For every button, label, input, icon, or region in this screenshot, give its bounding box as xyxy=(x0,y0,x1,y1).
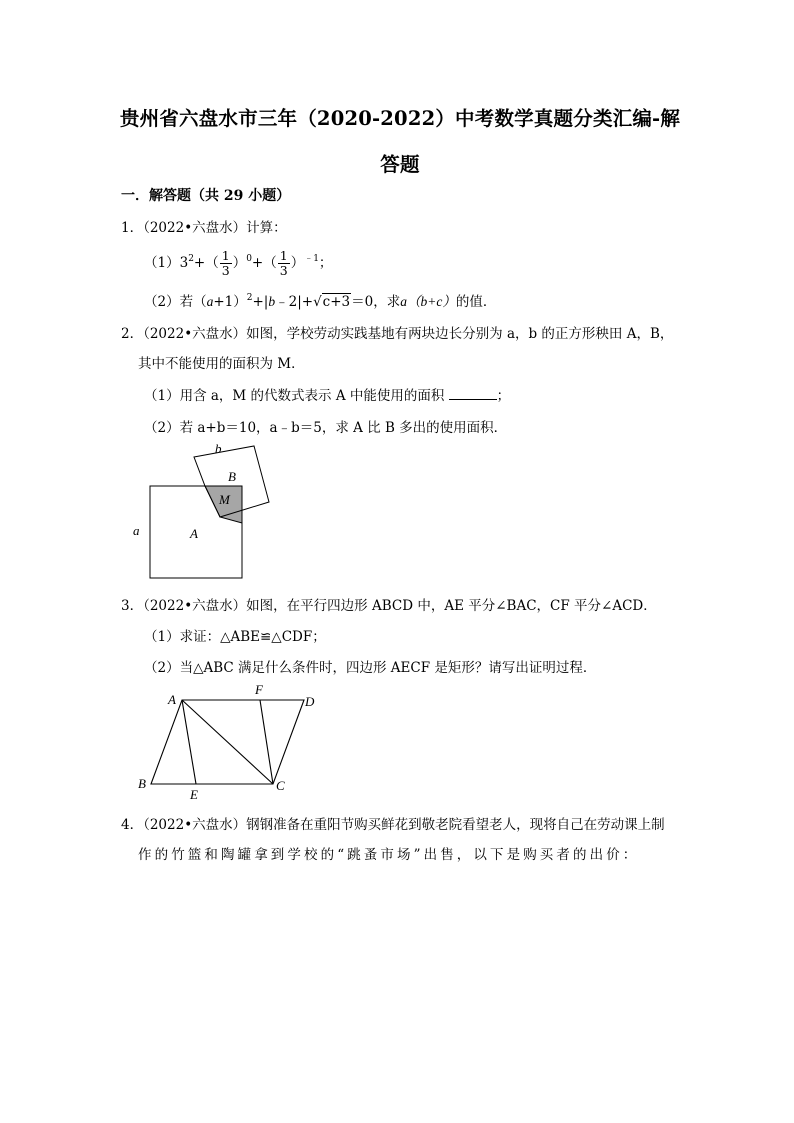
q1-heading: 1．（2022•六盘水）计算： xyxy=(121,220,287,236)
q3-part1: （1）求证：△ABE≌△CDF； xyxy=(144,629,326,645)
vertex-label-d: D xyxy=(305,694,315,709)
vertex-label-b: B xyxy=(138,776,146,791)
q4-line1: 4．（2022•六盘水）钢钢准备在重阳节购买鲜花到敬老院看望老人，现将自己在劳动课上制 xyxy=(121,817,665,833)
vertex-label-f: F xyxy=(255,682,263,697)
label-A: A xyxy=(190,526,198,541)
q3-part2: （2）当△ABC 满足什么条件时，四边形 AECF 是矩形？请写出证明过程． xyxy=(144,660,597,676)
q2-heading-line1: 2．（2022•六盘水）如图，学校劳动实践基地有两块边长分别为 a，b 的正方形秧田 A，B， xyxy=(121,326,674,342)
label-M: M xyxy=(219,492,230,507)
section-heading: 一．解答题（共 29 小题） xyxy=(121,188,291,204)
sqrt-expression: c+3 xyxy=(322,294,351,310)
q1-part1: $(1)3^2+$（ $\frac{1}{3}$ ）$^0$+（ $\frac{1}{3}$ ）$^{﹣1}$； xyxy=(144,247,333,278)
q1-part2: （2）若$(a+1)^2+|b﹣2|+√c+3=0$，求a（b+c）的值． xyxy=(144,293,497,310)
document-title-line2: 答题 xyxy=(380,153,420,176)
q2-squares-figure xyxy=(130,440,280,585)
q3-parallelogram-figure xyxy=(130,680,330,805)
vertex-label-a: A xyxy=(168,692,176,707)
label-b: b xyxy=(215,441,222,456)
fraction-one-third: $\frac{1}{3}$ xyxy=(221,247,230,278)
q3-heading: 3．（2022•六盘水）如图，在平行四边形 ABCD 中，AE 平分∠BAC，CF 平分∠ACD． xyxy=(121,598,657,614)
segment-cf xyxy=(260,700,273,784)
q4-line2: 作的竹篮和陶罐拿到学校的“跳蚤市场”出售，以下是购买者的出价： xyxy=(138,847,640,863)
vertex-label-c: C xyxy=(276,778,285,793)
segment-ae xyxy=(182,700,196,784)
answer-blank xyxy=(449,388,497,400)
vertex-label-e: E xyxy=(190,787,198,802)
document-title-line1: 贵州省六盘水市三年（2020-2022）中考数学真题分类汇编-解 xyxy=(119,107,681,130)
q2-part1: （1）用含 a，M 的代数式表示 A 中能使用的面积 ； xyxy=(144,388,511,404)
fraction-one-third: $\frac{1}{3}$ xyxy=(279,247,288,278)
segment-ac xyxy=(182,700,273,784)
q2-heading-line2: 其中不能使用的面积为 M． xyxy=(138,356,305,372)
label-B: B xyxy=(228,469,236,484)
q2-part2: （2）若 a+b＝10，a﹣b＝5，求 A 比 B 多出的使用面积． xyxy=(144,420,508,436)
label-a: a xyxy=(133,523,140,538)
